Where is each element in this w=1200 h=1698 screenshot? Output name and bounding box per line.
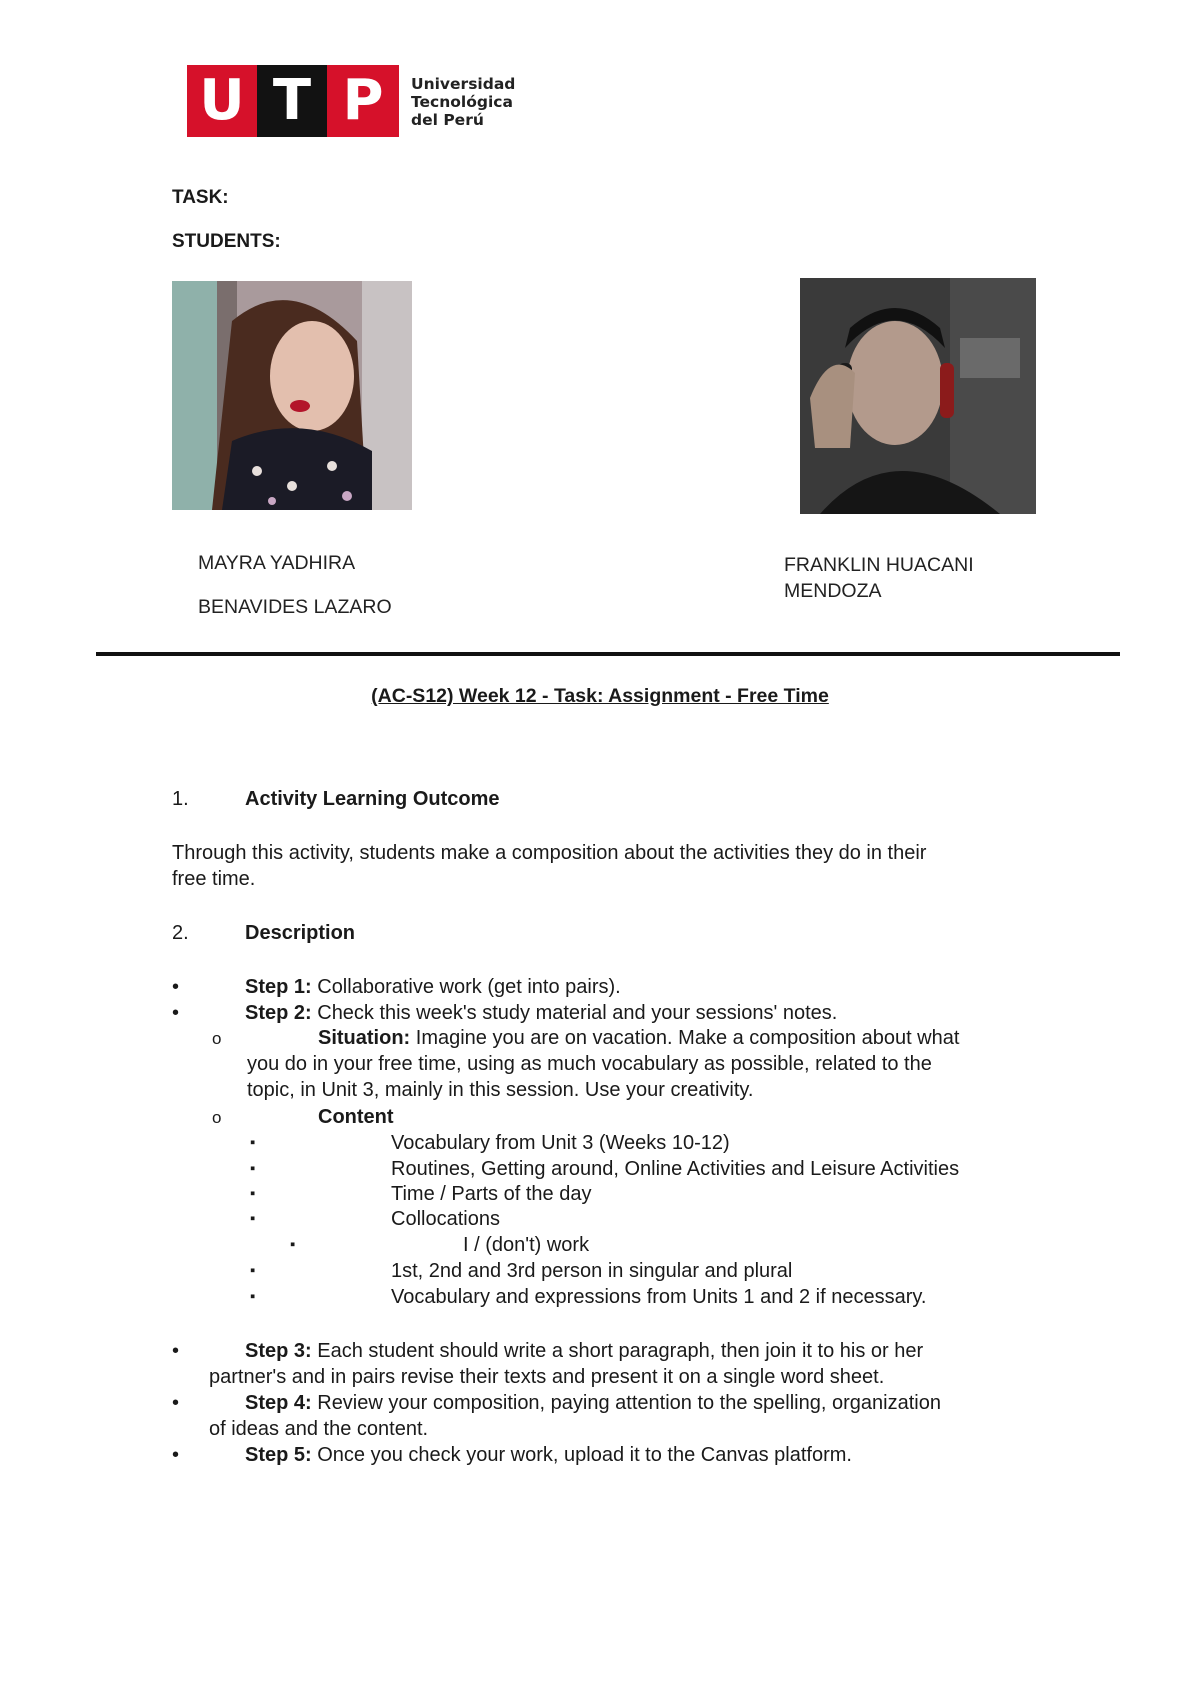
square-bullet-icon: ▪: [250, 1185, 256, 1202]
students-label: STUDENTS:: [172, 231, 281, 252]
circle-bullet-icon: o: [212, 1108, 222, 1127]
step-3-line1: Step 3: Each student should write a short paragraph, then join it to his or her: [245, 1340, 924, 1362]
logo-letter-t: T: [257, 65, 327, 137]
step-3-line2: partner's and in pairs revise their texts and present it on a single word sheet.: [209, 1366, 885, 1388]
square-bullet-icon: ▪: [250, 1262, 256, 1279]
square-bullet-icon: ▪: [250, 1160, 256, 1177]
step-4-line2: of ideas and the content.: [209, 1418, 429, 1440]
section-1-heading: Activity Learning Outcome: [245, 788, 500, 810]
content-item: Collocations: [391, 1208, 500, 1230]
content-item: Routines, Getting around, Online Activities and Leisure Activities: [391, 1158, 960, 1180]
student-photo-right-image: [800, 278, 1036, 514]
bullet-icon: •: [172, 1392, 180, 1414]
section-1-text-line2: free time.: [172, 868, 256, 890]
bullet-icon: •: [172, 976, 180, 998]
task-label: TASK:: [172, 187, 229, 208]
section-2-heading: Description: [245, 922, 356, 944]
student-photo-left-image: [172, 281, 412, 510]
content-item: Vocabulary and expressions from Units 1 and 2 if necessary.: [391, 1286, 927, 1308]
situation-line1: Situation: Imagine you are on vacation. Make a composition about what: [318, 1027, 960, 1049]
section-1-number: 1.: [172, 788, 189, 810]
student-1-name: MAYRA YADHIRA BENAVIDES LAZARO: [198, 552, 392, 618]
logo-university-name: Universidad Tecnológica del Perú: [411, 75, 516, 129]
square-bullet-icon: ▪: [250, 1134, 256, 1151]
situation-line3: topic, in Unit 3, mainly in this session. Use your creativity.: [247, 1079, 754, 1101]
logo-letter-p: P: [327, 65, 399, 137]
step-4-line1: Step 4: Review your composition, paying attention to the spelling, organization: [245, 1392, 941, 1414]
horizontal-divider: [96, 652, 1120, 656]
square-bullet-icon: ▪: [290, 1236, 296, 1253]
document-title: (AC-S12) Week 12 - Task: Assignment - Free Time: [371, 685, 829, 707]
circle-bullet-icon: o: [212, 1029, 222, 1048]
section-1-text-line1: Through this activity, students make a composition about the activities they do in their: [172, 842, 927, 864]
bullet-icon: •: [172, 1444, 180, 1466]
utp-logo: [187, 65, 517, 137]
content-item: Vocabulary from Unit 3 (Weeks 10-12): [391, 1132, 730, 1154]
square-bullet-icon: ▪: [250, 1288, 256, 1305]
student-photo-right: [800, 278, 1036, 514]
content-item: 1st, 2nd and 3rd person in singular and plural: [391, 1260, 793, 1282]
step-2: Step 2: Check this week's study material and your sessions' notes.: [245, 1002, 838, 1024]
section-2-number: 2.: [172, 922, 189, 944]
bullet-icon: •: [172, 1002, 180, 1024]
step-1: Step 1: Collaborative work (get into pairs).: [245, 976, 621, 998]
step-5: Step 5: Once you check your work, upload it to the Canvas platform.: [245, 1444, 852, 1466]
content-label: Content: [318, 1106, 394, 1128]
content-item: Time / Parts of the day: [391, 1183, 592, 1205]
situation-line2: you do in your free time, using as much vocabulary as possible, related to the: [247, 1053, 932, 1075]
student-photo-left: [172, 281, 412, 510]
bullet-icon: •: [172, 1340, 180, 1362]
student-2-name: FRANKLIN HUACANI MENDOZA: [784, 554, 974, 602]
square-bullet-icon: ▪: [250, 1210, 256, 1227]
logo-letter-u: U: [187, 65, 257, 137]
content-sub-item: I / (don't) work: [463, 1234, 590, 1256]
